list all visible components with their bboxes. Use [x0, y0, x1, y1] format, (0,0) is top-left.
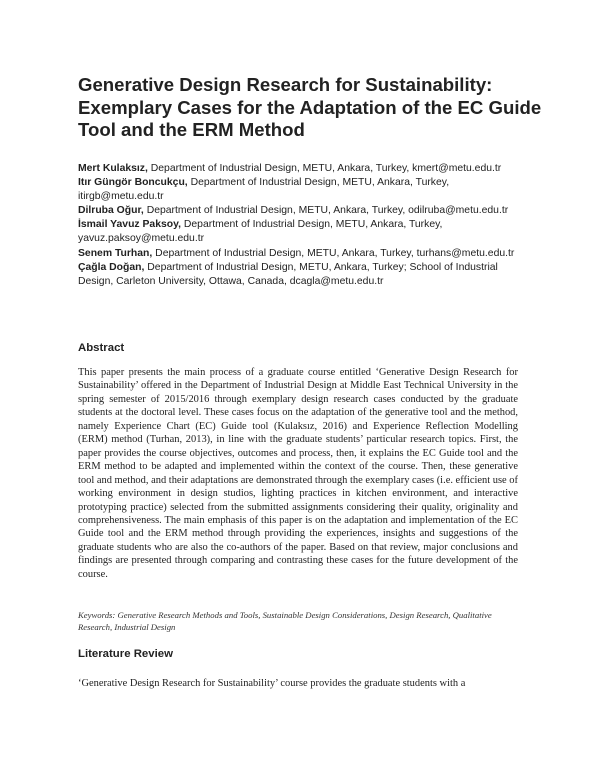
author-entry	[78, 247, 528, 261]
author-affiliation: Department of Industrial Design, METU, Ankara, Turkey, odilruba@metu.edu.tr	[143, 205, 509, 217]
author-affiliation: Department of Industrial Design, METU, Ankara, Turkey, turhans@metu.edu.tr	[152, 247, 515, 259]
author-affiliation: Department of Industrial Design, METU, Ankara, Turkey, kmert@metu.edu.tr	[147, 163, 502, 174]
literature-review-text: ‘Generative Design Research for Sustainability’ course provides the graduate students with a	[78, 678, 466, 689]
author-name: Çağla Doğan,	[78, 261, 145, 273]
author-entry	[78, 176, 528, 204]
author-affiliation: Department of Industrial Design, METU, Ankara, Turkey, itirgb@metu.edu.tr	[78, 177, 450, 203]
author-name: Mert Kulaksız,	[78, 163, 148, 174]
literature-review-heading: Literature Review	[78, 648, 173, 660]
author-entry	[78, 162, 528, 176]
abstract-text: This paper presents the main process of a graduate course entitled ‘Generative Design Research for Sustainability’ offered in the Department of Industrial Design at Middle East Technical University in the spring semester of 2015/2016 through exemplary design research cases conducted by the graduate students at the doctoral level. These cases focus on the adaptation of the generative tool and the method, namely Experience Chart (EC) Guide tool (Kulaksız, 2016) and Experience Reflection Modelling (ERM) method (Turhan, 2013), in line with the graduate students’ particular research topics. First, the paper provides the course objectives, outcomes and process, then, it explains the EC Guide tool and the ERM method to be adapted and implemented within the context of the course. Then, these generative tool and method, and their adaptations are demonstrated through the exemplary cases (i.e. efficient use of working environment in design studios, lighting practices in kitchen environment, and interactive prototyping practice) selected from the submitted assignments considering their quality, originality and comprehensiveness. The main emphasis of this paper is on the adaptation and implementation of the EC Guide tool and the ERM method through providing the experiences, insights and suggestions of the graduate students who are also the co-authors of the paper. Based on that review, major conclusions and findings are presented through comparing and contrasting these cases for the future development of the course.	[78, 367, 518, 580]
author-name: Dilruba Oğur,	[78, 205, 144, 217]
author-name: Senem Turhan,	[78, 247, 153, 259]
author-list	[78, 162, 528, 289]
author-affiliation: Department of Industrial Design, METU, Ankara, Turkey, yavuz.paksoy@metu.edu.tr	[78, 219, 443, 245]
author-name: İsmail Yavuz Paksoy,	[78, 219, 182, 231]
author-affiliation: Department of Industrial Design, METU, Ankara, Turkey; School of Industrial Design, Carleton University, Ottawa, Canada, dcagla@metu.edu.tr	[78, 261, 498, 287]
keywords: Keywords: Generative Research Methods and Tools, Sustainable Design Considerations, Design Research, Qualitative Research, Industrial Design	[78, 610, 492, 632]
author-entry	[78, 218, 528, 246]
author-name: Itır Güngör Boncukçu,	[78, 177, 188, 189]
paper-title: Generative Design Research for Sustainability: Exemplary Cases for the Adaptation of the EC Guide Tool and the ERM Method	[78, 74, 542, 140]
author-entry	[78, 204, 528, 218]
abstract-heading: Abstract	[78, 342, 125, 354]
author-entry	[78, 261, 528, 289]
